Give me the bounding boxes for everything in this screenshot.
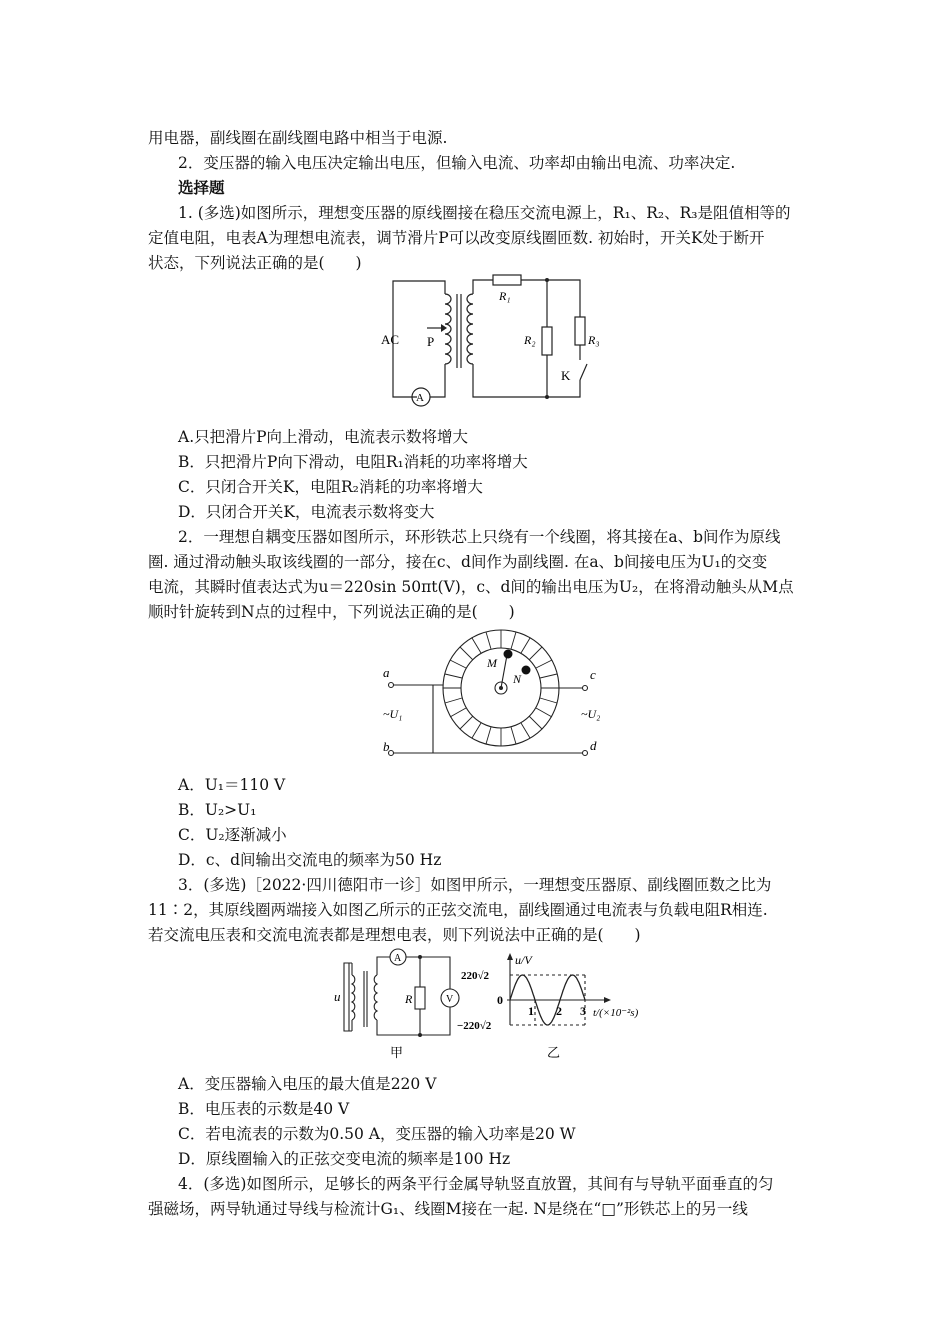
q3-line-1: 3．(多选)［2022·四川德阳市一诊］如图甲所示，一理想变压器原、副线圈匝数之比为 — [178, 876, 772, 894]
q3-r-label: R — [405, 992, 413, 1006]
q3-tick-3: 3 — [580, 1004, 586, 1018]
q3-voltmeter-label: V — [446, 994, 454, 1005]
q1-ac-label: AC — [381, 332, 400, 347]
q3-circuit-figure-jia — [330, 945, 460, 1065]
q3-option-b: B．电压表的示数是40 V — [178, 1100, 350, 1118]
q2-b-label: b — [383, 739, 390, 754]
q1-p-label: P — [427, 334, 435, 349]
q2-c-label: c — [590, 667, 596, 682]
q1-line-1: 1. (多选)如图所示，理想变压器的原线圈接在稳压交流电源上，R₁、R₂、R₃是阻值相等的 — [178, 204, 791, 222]
q2-option-b: B．U₂>U₁ — [178, 801, 257, 819]
q2-option-c: C．U₂逐渐减小 — [178, 826, 287, 844]
intro-line-2: 2．变压器的输入电压决定输出电压，但输入电流、功率却由输出电流、功率决定. — [178, 154, 736, 172]
q2-line-2: 圈. 通过滑动触头取该线圈的一部分，接在c、d间作为副线圈. 在a、b间接电压为U₁的交变 — [148, 553, 768, 571]
q2-line-1: 2．一理想自耦变压器如图所示，环形铁芯上只绕有一个线圈，将其接在a、b间作为原线 — [178, 528, 781, 546]
q1-ammeter-label: A — [416, 392, 424, 404]
q3-option-a: A．变压器输入电压的最大值是220 V — [178, 1075, 437, 1093]
q2-m-label: M — [487, 656, 497, 670]
q1-option-a: A.只把滑片P向上滑动，电流表示数将增大 — [178, 428, 469, 446]
q3-ymax-label: 220√2 — [461, 970, 490, 982]
q3-line-3: 若交流电压表和交流电流表都是理想电表，则下列说法中正确的是( ) — [148, 926, 641, 944]
q1-r1-label: R₁ — [499, 289, 511, 303]
section-title: 选择题 — [178, 178, 225, 197]
q2-a-label: a — [383, 665, 390, 680]
q3-x-axis-label: t/(×10⁻²s) — [593, 1007, 639, 1019]
q3-tick-2: 2 — [556, 1004, 562, 1018]
q4-line-1: 4．(多选)如图所示，足够长的两条平行金属导轨竖直放置，其间有与导轨平面垂直的匀 — [178, 1175, 774, 1193]
q1-circuit-figure — [375, 272, 605, 412]
q4-line-2: 强磁场，两导轨通过导线与检流计G₁、线圈M接在一起. N是绕在“□”形铁芯上的另一线 — [148, 1200, 748, 1218]
q2-u2-label: ~U₂ — [581, 707, 601, 721]
q1-k-label: K — [561, 368, 571, 383]
q2-line-3: 电流，其瞬时值表达式为u＝220sin 50πt(V)，c、d间的输出电压为U₂，在将滑动触头从M点 — [148, 578, 794, 596]
q1-r2-label: R₂ — [524, 333, 536, 347]
q1-r3-label: R₃ — [588, 333, 600, 347]
q1-option-c: C．只闭合开关K，电阻R₂消耗的功率将增大 — [178, 478, 483, 496]
q3-caption-yi: 乙 — [547, 1045, 561, 1060]
q3-caption-jia: 甲 — [390, 1045, 404, 1060]
q3-line-2: 11∶2，其原线圈两端接入如图乙所示的正弦交流电，副线圈通过电流表与负载电阻R相连. — [148, 901, 768, 919]
q1-line-3: 状态，下列说法正确的是( ) — [148, 254, 362, 272]
q1-option-b: B．只把滑片P向下滑动，电阻R₁消耗的功率将增大 — [178, 453, 528, 471]
q3-u-label: u — [334, 989, 341, 1004]
q2-line-4: 顺时针旋转到N点的过程中，下列说法正确的是( ) — [148, 603, 515, 621]
q3-ammeter-label: A — [394, 953, 402, 964]
q2-autotransformer-figure — [375, 625, 620, 765]
q3-option-c: C．若电流表的示数为0.50 A，变压器的输入功率是20 W — [178, 1125, 576, 1143]
q1-line-2: 定值电阻，电表A为理想电流表，调节滑片P可以改变原线圈匝数. 初始时，开关K处于断开 — [148, 229, 765, 247]
q3-voltage-graph-yi — [455, 945, 660, 1065]
q2-option-a: A．U₁＝110 V — [178, 776, 286, 794]
q3-origin-label: 0 — [497, 993, 503, 1007]
q2-u1-label: ~U₁ — [383, 707, 403, 721]
q1-option-d: D．只闭合开关K，电流表示数将变大 — [178, 503, 435, 521]
q2-d-label: d — [590, 738, 597, 753]
q2-n-label: N — [513, 672, 522, 686]
q3-y-axis-label: u/V — [515, 953, 532, 967]
q3-tick-1: 1 — [528, 1004, 534, 1018]
q3-ymin-label: −220√2 — [457, 1020, 492, 1032]
q3-option-d: D．原线圈输入的正弦交变电流的频率是100 Hz — [178, 1150, 511, 1168]
q2-option-d: D．c、d间输出交流电的频率为50 Hz — [178, 851, 442, 869]
intro-line-1: 用电器，副线圈在副线圈电路中相当于电源. — [148, 129, 448, 147]
